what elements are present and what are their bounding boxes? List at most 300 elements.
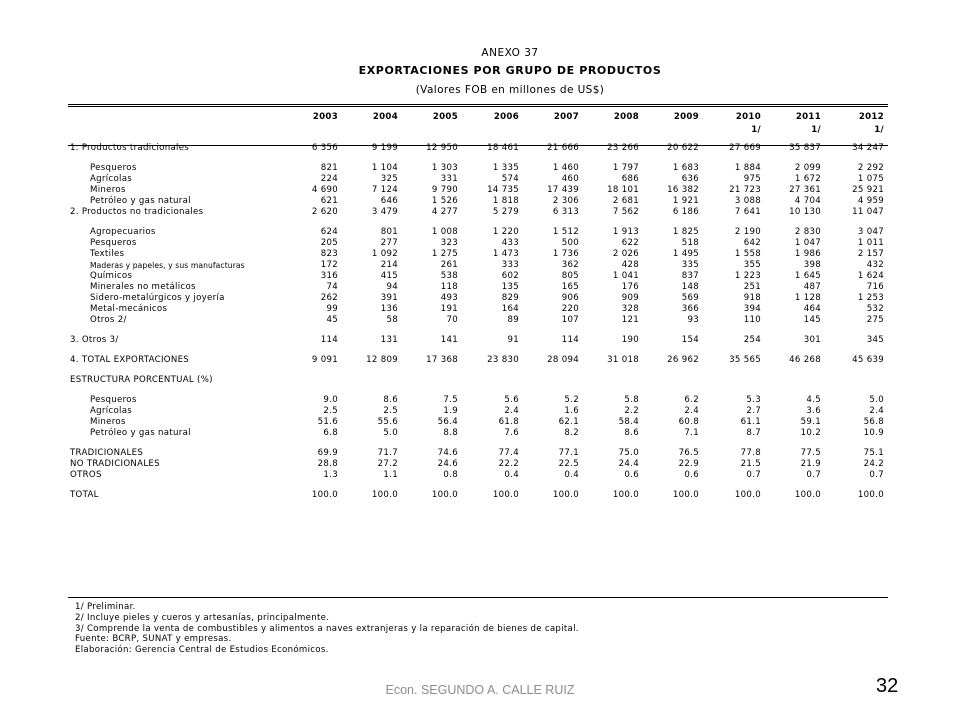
row-label: Mineros: [90, 417, 126, 427]
table-row: [68, 185, 888, 196]
row-value: 328: [621, 304, 639, 314]
row-value: 114: [561, 335, 579, 345]
header-row-notes: [68, 124, 888, 137]
row-value: 821: [320, 163, 338, 173]
header-blank: [68, 124, 286, 137]
row-value: 165: [561, 282, 579, 292]
row-value: 77.5: [800, 448, 821, 458]
row-value: 24.6: [437, 459, 458, 469]
row-value: 518: [681, 238, 699, 248]
row-value: 1 672: [794, 174, 821, 184]
row-value: 4 704: [794, 196, 821, 206]
row-label: Sidero-metalúrgicos y joyería: [90, 293, 225, 303]
row-value: 26 962: [667, 355, 699, 365]
spacer-row: [68, 481, 888, 490]
spacer-cell: [68, 326, 888, 335]
row-value: 251: [743, 282, 761, 292]
row-value: 464: [803, 304, 821, 314]
row-label: TOTAL: [70, 490, 99, 500]
row-value: 2.4: [504, 406, 519, 416]
row-value: 6 356: [311, 143, 338, 153]
row-label: 4. TOTAL EXPORTACIONES: [70, 355, 190, 365]
row-value: 5.0: [383, 428, 398, 438]
row-value: 110: [743, 315, 761, 325]
table-row: [68, 428, 888, 439]
row-value: 2 292: [857, 163, 884, 173]
spacer-cell: [68, 366, 888, 375]
row-value: 261: [440, 260, 458, 270]
row-value: 7 124: [371, 185, 398, 195]
year-header: 2008: [613, 112, 639, 122]
row-value: 254: [743, 335, 761, 345]
spacer-cell: [68, 481, 888, 490]
row-value: 1 335: [492, 163, 519, 173]
row-value: 25 921: [852, 185, 884, 195]
row-value: 331: [440, 174, 458, 184]
table-row: [68, 238, 888, 249]
row-value: 61.8: [498, 417, 519, 427]
row-value: 23 266: [607, 143, 639, 153]
table-row: [68, 196, 888, 207]
row-value: 5 279: [492, 207, 519, 217]
row-value: 27 669: [729, 143, 761, 153]
row-label: Mineros: [90, 185, 126, 195]
row-value: 646: [380, 196, 398, 206]
row-value: 1.1: [383, 470, 398, 480]
row-value: 398: [803, 260, 821, 270]
row-value: 55.6: [377, 417, 398, 427]
row-value: 205: [320, 238, 338, 248]
row-label: Otros 2/: [90, 315, 127, 325]
row-label: Petróleo y gas natural: [90, 196, 191, 206]
table-row: [68, 174, 888, 185]
row-label: Textiles: [90, 249, 125, 259]
row-value: 2.5: [383, 406, 398, 416]
table-row: [68, 417, 888, 428]
row-value: 74: [326, 282, 338, 292]
row-value: 0.6: [624, 470, 639, 480]
row-value: 602: [501, 271, 519, 281]
row-value: 6 313: [552, 207, 579, 217]
row-label: Pesqueros: [90, 395, 137, 405]
exports-table: [68, 110, 888, 501]
row-value: 45 639: [852, 355, 884, 365]
row-label: Químicos: [90, 271, 133, 281]
row-value: 45: [326, 315, 338, 325]
row-value: 20 622: [667, 143, 699, 153]
row-value: 487: [803, 282, 821, 292]
row-value: 5.3: [746, 395, 761, 405]
row-value: 89: [507, 315, 519, 325]
row-value: 1.6: [564, 406, 579, 416]
row-value: 176: [621, 282, 639, 292]
row-value: 7.1: [684, 428, 699, 438]
row-value: 9 199: [371, 143, 398, 153]
row-value: 100.0: [612, 490, 639, 500]
table-row: [68, 260, 888, 271]
row-value: 16 382: [667, 185, 699, 195]
row-value: 58.4: [618, 417, 639, 427]
row-value: 316: [320, 271, 338, 281]
row-value: 1 473: [492, 249, 519, 259]
row-value: 362: [561, 260, 579, 270]
table-row: [68, 227, 888, 238]
row-value: 1 008: [431, 227, 458, 237]
year-note: 1/: [811, 125, 821, 135]
row-value: 9.0: [323, 395, 338, 405]
row-value: 6 186: [672, 207, 699, 217]
row-value: 1 104: [371, 163, 398, 173]
year-header: 2012: [858, 112, 884, 122]
row-value: 460: [561, 174, 579, 184]
row-label: OTROS: [70, 470, 102, 480]
row-value: 22.5: [558, 459, 579, 469]
bottom-rule: [68, 597, 888, 598]
footnote: 3/ Comprende la venta de combustibles y alimentos a naves extranjeras y la reparación de bienes de capital.: [75, 623, 579, 634]
row-label: Metal-mecánicos: [90, 304, 168, 314]
row-value: 148: [681, 282, 699, 292]
row-value: 118: [440, 282, 458, 292]
row-value: 58: [386, 315, 398, 325]
row-value: 2.2: [624, 406, 639, 416]
row-value: 191: [440, 304, 458, 314]
row-value: 391: [380, 293, 398, 303]
row-value: 2 157: [857, 249, 884, 259]
row-value: 569: [681, 293, 699, 303]
row-value: 1.9: [443, 406, 458, 416]
row-value: 428: [621, 260, 639, 270]
row-value: 1 884: [734, 163, 761, 173]
row-value: 1.3: [323, 470, 338, 480]
row-value: 12 950: [426, 143, 458, 153]
row-value: 27.2: [377, 459, 398, 469]
row-value: 100.0: [672, 490, 699, 500]
row-value: 262: [320, 293, 338, 303]
row-value: 77.4: [498, 448, 519, 458]
row-value: 345: [866, 335, 884, 345]
row-value: 0.4: [564, 470, 579, 480]
row-value: 301: [803, 335, 821, 345]
table-row: [68, 459, 888, 470]
row-value: 21 666: [547, 143, 579, 153]
row-value: 190: [621, 335, 639, 345]
row-value: 100.0: [371, 490, 398, 500]
row-value: 8.6: [383, 395, 398, 405]
row-value: 975: [743, 174, 761, 184]
row-value: 1 986: [794, 249, 821, 259]
row-value: 4 277: [431, 207, 458, 217]
table-row: [68, 448, 888, 459]
row-value: 1 818: [492, 196, 519, 206]
row-value: 100.0: [734, 490, 761, 500]
row-value: 5.8: [624, 395, 639, 405]
row-value: 100.0: [431, 490, 458, 500]
row-label: Pesqueros: [90, 163, 137, 173]
row-label: Minerales no metálicos: [90, 282, 196, 292]
row-value: 60.8: [678, 417, 699, 427]
row-label: 1. Productos tradicionales: [70, 143, 190, 153]
row-value: 2.5: [323, 406, 338, 416]
row-value: 24.4: [618, 459, 639, 469]
row-value: 500: [561, 238, 579, 248]
row-value: 1 558: [734, 249, 761, 259]
table-title: EXPORTACIONES POR GRUPO DE PRODUCTOS: [358, 64, 662, 77]
top-rule: [68, 104, 888, 107]
row-value: 1 220: [492, 227, 519, 237]
row-value: 0.7: [869, 470, 884, 480]
row-value: 76.5: [678, 448, 699, 458]
table-row: [68, 406, 888, 417]
spacer-cell: [68, 218, 888, 227]
row-value: 11 047: [852, 207, 884, 217]
row-value: 28 094: [547, 355, 579, 365]
row-value: 0.7: [746, 470, 761, 480]
row-value: 94: [386, 282, 398, 292]
table-row: [68, 335, 888, 346]
spacer-cell: [68, 154, 888, 163]
spacer-cell: [68, 346, 888, 355]
row-value: 224: [320, 174, 338, 184]
row-value: 18 461: [487, 143, 519, 153]
table-row: [68, 249, 888, 260]
row-value: 34 247: [852, 143, 884, 153]
row-value: 0.4: [504, 470, 519, 480]
row-value: 75.0: [618, 448, 639, 458]
row-value: 136: [380, 304, 398, 314]
row-value: 909: [621, 293, 639, 303]
row-value: 355: [743, 260, 761, 270]
row-label: 3. Otros 3/: [70, 335, 119, 345]
row-value: 2.7: [746, 406, 761, 416]
row-value: 9 790: [431, 185, 458, 195]
year-note: [643, 124, 703, 137]
row-value: 4.5: [806, 395, 821, 405]
row-value: 100.0: [492, 490, 519, 500]
row-value: 1 460: [552, 163, 579, 173]
row-value: 77.8: [740, 448, 761, 458]
row-value: 21 723: [729, 185, 761, 195]
row-value: 3 088: [734, 196, 761, 206]
row-value: 70: [446, 315, 458, 325]
row-value: 538: [440, 271, 458, 281]
row-value: 1 624: [857, 271, 884, 281]
header-blank: [68, 110, 286, 124]
spacer-row: [68, 154, 888, 163]
row-value: 28.8: [317, 459, 338, 469]
row-value: 5.0: [869, 395, 884, 405]
row-value: 21.5: [740, 459, 761, 469]
row-value: 622: [621, 238, 639, 248]
row-value: 1 512: [552, 227, 579, 237]
row-value: 154: [681, 335, 699, 345]
table-row: [68, 395, 888, 406]
row-value: 366: [681, 304, 699, 314]
row-value: 0.7: [806, 470, 821, 480]
row-value: 3 047: [857, 227, 884, 237]
table-row: [68, 490, 888, 501]
row-value: 1 495: [672, 249, 699, 259]
year-note: [583, 124, 643, 137]
year-note: [523, 124, 583, 137]
table-row: [68, 470, 888, 481]
row-value: 0.8: [443, 470, 458, 480]
year-header: 2006: [493, 112, 519, 122]
spacer-cell: [68, 439, 888, 448]
row-value: 323: [440, 238, 458, 248]
row-value: 23 830: [487, 355, 519, 365]
row-value: 8.2: [564, 428, 579, 438]
table-row: [68, 375, 888, 386]
row-value: 214: [380, 260, 398, 270]
year-header: 2011: [795, 112, 821, 122]
year-note: [462, 124, 523, 137]
row-value: 1 092: [371, 249, 398, 259]
empty-cells: [286, 375, 888, 386]
row-value: 686: [621, 174, 639, 184]
row-value: 624: [320, 227, 338, 237]
row-value: 801: [380, 227, 398, 237]
row-value: 621: [320, 196, 338, 206]
row-value: 1 736: [552, 249, 579, 259]
table-row: [68, 271, 888, 282]
row-value: 415: [380, 271, 398, 281]
row-value: 6.8: [323, 428, 338, 438]
footnotes: [75, 602, 579, 656]
table-row: [68, 315, 888, 326]
row-value: 100.0: [552, 490, 579, 500]
row-value: 2.4: [869, 406, 884, 416]
spacer-row: [68, 326, 888, 335]
row-value: 7 641: [734, 207, 761, 217]
row-value: 9 091: [311, 355, 338, 365]
row-value: 1 128: [794, 293, 821, 303]
source-note: Fuente: BCRP, SUNAT y empresas.: [75, 634, 232, 645]
row-value: 8.8: [443, 428, 458, 438]
row-value: 5.6: [504, 395, 519, 405]
row-value: 107: [561, 315, 579, 325]
annex-label: ANEXO 37: [481, 47, 539, 59]
row-value: 131: [380, 335, 398, 345]
row-value: 642: [743, 238, 761, 248]
year-note: 1/: [751, 125, 761, 135]
row-value: 4 690: [311, 185, 338, 195]
row-value: 1 526: [431, 196, 458, 206]
row-value: 335: [681, 260, 699, 270]
row-value: 46 268: [789, 355, 821, 365]
row-value: 0.6: [684, 470, 699, 480]
row-value: 394: [743, 304, 761, 314]
row-value: 3.6: [806, 406, 821, 416]
row-value: 93: [687, 315, 699, 325]
row-label: Pesqueros: [90, 238, 137, 248]
page-number: 32: [876, 675, 899, 697]
row-value: 100.0: [794, 490, 821, 500]
row-value: 56.8: [863, 417, 884, 427]
row-value: 1 253: [857, 293, 884, 303]
row-value: 69.9: [317, 448, 338, 458]
row-value: 2 306: [552, 196, 579, 206]
row-value: 8.7: [746, 428, 761, 438]
row-value: 59.1: [800, 417, 821, 427]
spacer-row: [68, 346, 888, 355]
row-value: 61.1: [740, 417, 761, 427]
year-header: 2010: [735, 112, 761, 122]
row-value: 100.0: [857, 490, 884, 500]
year-note: 1/: [874, 125, 884, 135]
row-value: 1 645: [794, 271, 821, 281]
table-row: [68, 163, 888, 174]
row-value: 2 681: [612, 196, 639, 206]
row-value: 18 101: [607, 185, 639, 195]
row-value: 7.6: [504, 428, 519, 438]
row-value: 145: [803, 315, 821, 325]
row-value: 823: [320, 249, 338, 259]
row-value: 1 047: [794, 238, 821, 248]
footnote: 2/ Incluye pieles y cueros y artesanías, principalmente.: [75, 612, 330, 623]
spacer-row: [68, 386, 888, 395]
spacer-row: [68, 218, 888, 227]
row-label: ESTRUCTURA PORCENTUAL (%): [70, 375, 213, 385]
row-value: 333: [501, 260, 519, 270]
row-value: 71.7: [377, 448, 398, 458]
table-row: [68, 207, 888, 218]
year-header: 2005: [432, 112, 458, 122]
row-label: Agropecuarios: [90, 227, 156, 237]
row-value: 10.9: [863, 428, 884, 438]
row-value: 1 683: [672, 163, 699, 173]
row-value: 1 913: [612, 227, 639, 237]
row-value: 1 921: [672, 196, 699, 206]
row-value: 75.1: [863, 448, 884, 458]
row-value: 56.4: [437, 417, 458, 427]
row-value: 17 439: [547, 185, 579, 195]
row-value: 4 959: [857, 196, 884, 206]
row-value: 2 620: [311, 207, 338, 217]
spacer-row: [68, 439, 888, 448]
row-value: 135: [501, 282, 519, 292]
row-value: 432: [866, 260, 884, 270]
row-value: 2 830: [794, 227, 821, 237]
row-value: 275: [866, 315, 884, 325]
row-value: 493: [440, 293, 458, 303]
row-label: 2. Productos no tradicionales: [70, 207, 204, 217]
row-value: 100.0: [311, 490, 338, 500]
row-value: 1 825: [672, 227, 699, 237]
row-value: 17 368: [426, 355, 458, 365]
row-value: 8.6: [624, 428, 639, 438]
row-value: 2.4: [684, 406, 699, 416]
row-value: 74.6: [437, 448, 458, 458]
row-value: 35 837: [789, 143, 821, 153]
table-row: [68, 355, 888, 366]
row-value: 906: [561, 293, 579, 303]
row-value: 433: [501, 238, 519, 248]
row-value: 1 041: [612, 271, 639, 281]
footer-author: Econ. SEGUNDO A. CALLE RUIZ: [385, 683, 575, 697]
year-note: [342, 124, 402, 137]
row-value: 220: [561, 304, 579, 314]
table-row: [68, 143, 888, 154]
spacer-cell: [68, 386, 888, 395]
row-value: 805: [561, 271, 579, 281]
year-note: [286, 124, 342, 137]
row-value: 1 303: [431, 163, 458, 173]
table-row: [68, 293, 888, 304]
row-label: Agrícolas: [90, 406, 133, 416]
row-value: 3 479: [371, 207, 398, 217]
row-value: 35 565: [729, 355, 761, 365]
spacer-row: [68, 366, 888, 375]
